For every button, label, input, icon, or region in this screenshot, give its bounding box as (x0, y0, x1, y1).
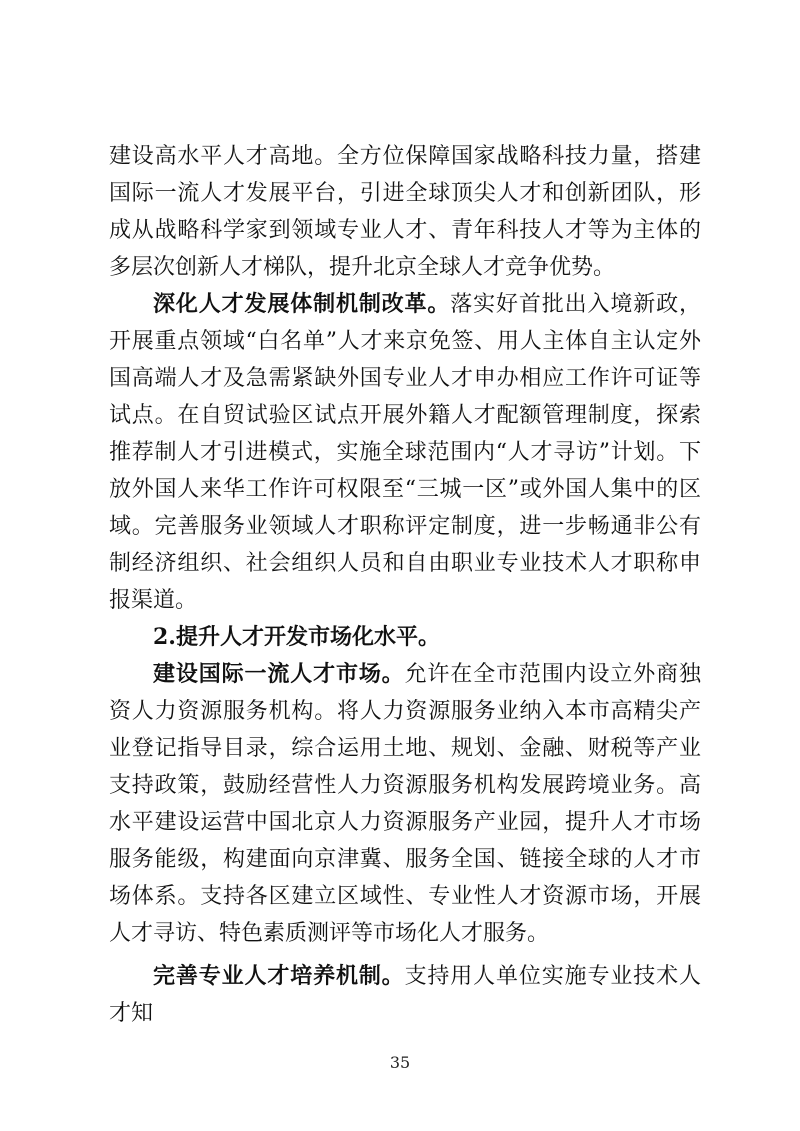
paragraph-talent-reform (109, 286, 701, 619)
paragraph-continuation (109, 138, 701, 286)
section-heading: 2.提升人才开发市场化水平。 (153, 624, 440, 650)
paragraph-talent-training (109, 958, 701, 1032)
paragraph-heading: 完善专业人才培养机制。 (153, 963, 405, 989)
paragraph-text: 支持用人单位实施专业技术人才知 (109, 964, 701, 1026)
paragraph-text: 允许在全市范围内设立外商独资人力资源服务机构。将人力资源服务业纳入本市高精尖产业登记指导目录，综合运用土地、规划、金融、财税等产业支持政策，鼓励经营性人力资源服务机构发展跨境业务。高水平建设运营中国北京人力资源服务产业园，提升人才市场服务能级，构建面向京津冀、服务全国、链接全球的人才市场体系。支持各区建立区域性、专业性人才资源市场，开展人才寻访、特色素质测评等市场化人才服务。 (109, 662, 701, 946)
paragraph-talent-market (109, 656, 701, 952)
paragraph-text: 落实好首批出入境新政，开展重点领域“白名单”人才来京免签、用人主体自主认定外国高端人才及急需紧缺外国专业人才申办相应工作许可证等试点。在自贸试验区试点开展外籍人才配额管理制度，探索推荐制人才引进模式，实施全球范围内“人才寻访”计划。下放外国人来华工作许可权限至“三城一区”或外国人集中的区域。完善服务业领域人才职称评定制度，进一步畅通非公有制经济组织、社会组织人员和自由职业专业技术人才职称申报渠道。 (109, 292, 701, 613)
paragraph-text: 建设高水平人才高地。全方位保障国家战略科技力量，搭建国际一流人才发展平台，引进全球顶尖人才和创新团队，形成从战略科学家到领域专业人才、青年科技人才等为主体的多层次创新人才梯队，提升北京全球人才竞争优势。 (109, 144, 701, 280)
page-number: 35 (389, 1053, 411, 1072)
paragraph-heading: 建设国际一流人才市场。 (153, 661, 405, 687)
document-body (109, 138, 701, 1032)
paragraph-heading: 深化人才发展体制机制改革。 (153, 291, 451, 317)
